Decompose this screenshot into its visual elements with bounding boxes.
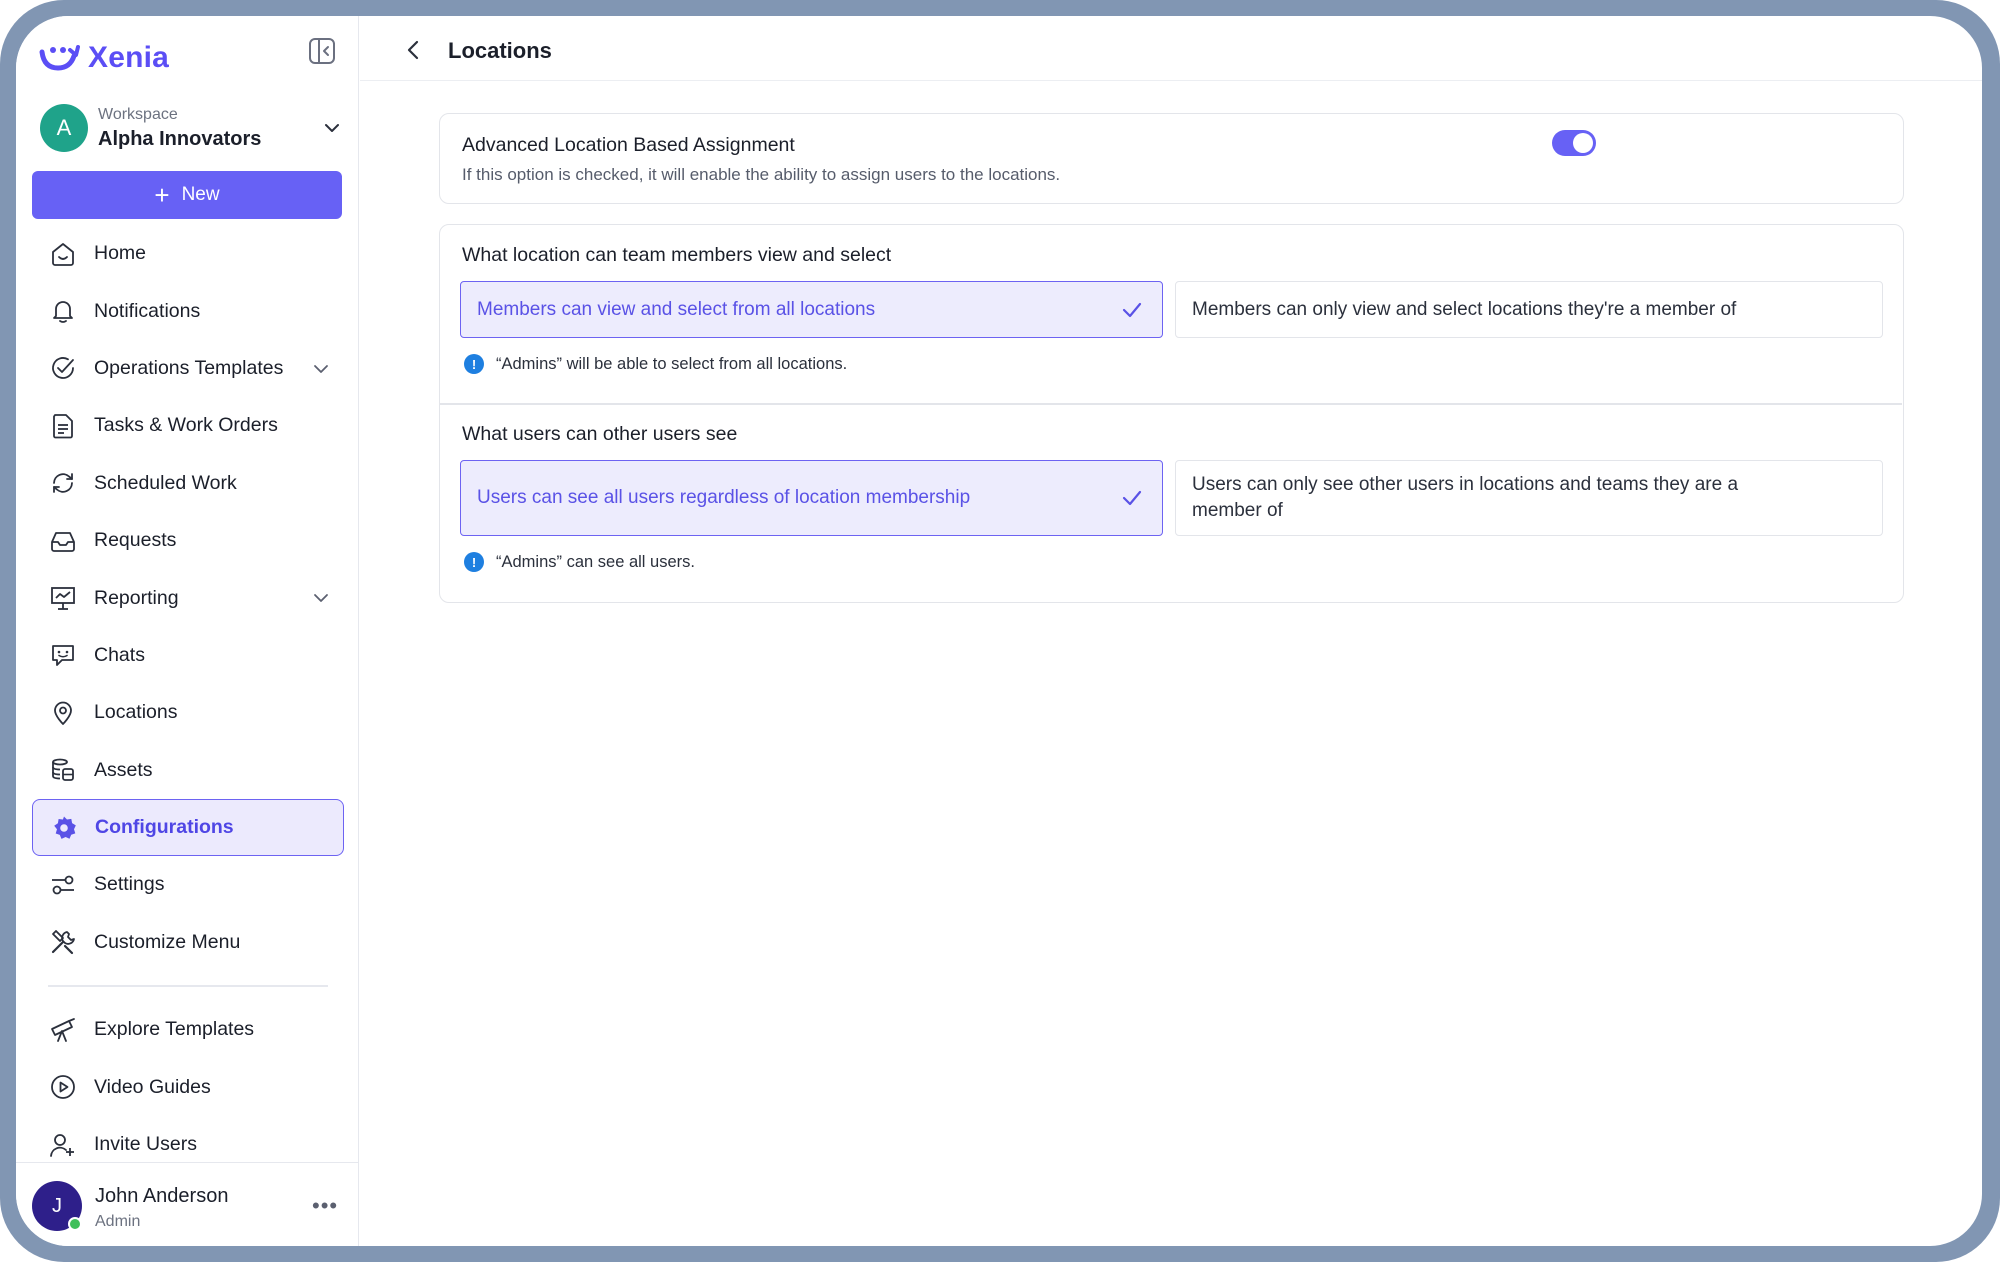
option-all-locations[interactable] bbox=[460, 281, 1163, 338]
workspace-switcher[interactable] bbox=[40, 96, 340, 160]
new-button-label: New bbox=[181, 184, 220, 205]
avatar: J bbox=[32, 1181, 82, 1231]
sidebar-item-video-guides[interactable] bbox=[32, 1058, 344, 1115]
presentation-icon bbox=[48, 583, 78, 613]
workspace-avatar: A bbox=[40, 104, 88, 152]
user-role: Admin bbox=[95, 1213, 141, 1230]
xenia-logo-icon bbox=[36, 38, 82, 78]
option-member-locations[interactable] bbox=[1175, 281, 1883, 338]
sidebar-item-operations-templates[interactable] bbox=[32, 340, 344, 397]
bell-icon bbox=[48, 296, 78, 326]
database-icon bbox=[48, 755, 78, 785]
page-title: Locations bbox=[448, 38, 552, 63]
advanced-assignment-title: Advanced Location Based Assignment bbox=[462, 134, 795, 156]
sidebar-item-tasks-work-orders[interactable] bbox=[32, 397, 344, 454]
sidebar-item-label: Scheduled Work bbox=[94, 471, 237, 494]
sidebar-item-configurations[interactable] bbox=[32, 799, 344, 856]
location-view-note bbox=[464, 354, 847, 374]
sidebar-item-home[interactable] bbox=[32, 225, 344, 282]
option-see-all-users[interactable] bbox=[460, 460, 1163, 536]
option-label: Members can only view and select locations they're a member of bbox=[1192, 298, 1737, 320]
sidebar-item-requests[interactable] bbox=[32, 512, 344, 569]
sidebar-item-notifications[interactable] bbox=[32, 282, 344, 339]
app-name: Xenia bbox=[88, 41, 170, 74]
sidebar-item-locations[interactable] bbox=[32, 684, 344, 741]
chevron-down-icon[interactable] bbox=[312, 360, 330, 378]
play-circle-icon bbox=[48, 1072, 78, 1102]
chevron-down-icon bbox=[322, 118, 342, 138]
online-status-indicator bbox=[68, 1217, 82, 1231]
user-visibility-note bbox=[464, 552, 695, 572]
sidebar-item-label: Assets bbox=[94, 758, 153, 781]
new-button[interactable] bbox=[32, 171, 342, 219]
user-profile[interactable] bbox=[16, 1162, 359, 1246]
page-header bbox=[360, 16, 1982, 81]
home-icon bbox=[48, 239, 78, 269]
user-name: John Anderson bbox=[95, 1185, 229, 1207]
advanced-assignment-description: If this option is checked, it will enable the ability to assign users to the locations. bbox=[462, 165, 1061, 184]
sidebar-item-reporting[interactable] bbox=[32, 569, 344, 626]
info-icon: ! bbox=[464, 354, 484, 374]
sliders-icon bbox=[48, 870, 78, 900]
sidebar-item-label: Reporting bbox=[94, 586, 179, 609]
sidebar-item-chats[interactable] bbox=[32, 627, 344, 684]
document-icon bbox=[48, 411, 78, 441]
chevron-down-icon[interactable] bbox=[312, 589, 330, 607]
collapse-sidebar-icon[interactable] bbox=[307, 36, 337, 66]
option-label: Members can view and select from all locations bbox=[477, 298, 876, 320]
sidebar-item-label: Chats bbox=[94, 643, 145, 666]
workspace-name: Alpha Innovators bbox=[98, 127, 262, 150]
sidebar-item-explore-templates[interactable] bbox=[32, 1001, 344, 1058]
advanced-assignment-toggle[interactable] bbox=[1552, 130, 1596, 156]
sidebar-item-label: Tasks & Work Orders bbox=[94, 414, 278, 437]
gear-icon bbox=[49, 813, 79, 843]
sidebar-item-settings[interactable] bbox=[32, 856, 344, 913]
back-arrow-icon[interactable] bbox=[402, 38, 426, 62]
sidebar-item-label: Explore Templates bbox=[94, 1018, 255, 1041]
option-label: Users can only see other users in locations and teams they are a member of bbox=[1192, 474, 1739, 521]
info-icon: ! bbox=[464, 552, 484, 572]
sidebar-item-customize-menu[interactable] bbox=[32, 914, 344, 971]
option-see-member-users[interactable] bbox=[1175, 460, 1883, 536]
sidebar-item-label: Customize Menu bbox=[94, 930, 241, 953]
map-pin-icon bbox=[48, 698, 78, 728]
sidebar-item-assets[interactable] bbox=[32, 742, 344, 799]
sidebar-item-scheduled-work[interactable] bbox=[32, 455, 344, 512]
section-divider bbox=[440, 403, 1902, 405]
sidebar-item-label: Locations bbox=[94, 701, 178, 724]
sidebar-item-label: Settings bbox=[94, 873, 165, 896]
more-options-icon[interactable]: ••• bbox=[312, 1193, 339, 1218]
sidebar-item-label: Requests bbox=[94, 529, 177, 552]
sidebar-nav bbox=[32, 225, 344, 1173]
check-circle-icon bbox=[48, 353, 78, 383]
option-label: Users can see all users regardless of location membership bbox=[477, 487, 971, 508]
checkmark-icon bbox=[1120, 298, 1144, 322]
checkmark-icon bbox=[1120, 486, 1144, 510]
chat-icon bbox=[48, 640, 78, 670]
telescope-icon bbox=[48, 1015, 78, 1045]
sidebar-item-label: Video Guides bbox=[94, 1075, 211, 1098]
user-visibility-title: What users can other users see bbox=[462, 423, 738, 445]
sidebar-item-label: Operations Templates bbox=[94, 356, 284, 379]
note-text: “Admins” will be able to select from all locations. bbox=[496, 354, 848, 373]
location-view-title: What location can team members view and select bbox=[462, 244, 892, 266]
app-window bbox=[16, 16, 1982, 1246]
plus-icon: + bbox=[154, 180, 170, 210]
sidebar-divider bbox=[48, 985, 328, 987]
sidebar-item-label: Invite Users bbox=[94, 1133, 197, 1156]
refresh-icon bbox=[48, 468, 78, 498]
sidebar-item-label: Notifications bbox=[94, 299, 201, 322]
user-plus-icon bbox=[48, 1130, 78, 1160]
sidebar-item-label: Configurations bbox=[95, 816, 234, 839]
note-text: “Admins” can see all users. bbox=[496, 552, 695, 571]
inbox-icon bbox=[48, 526, 78, 556]
toggle-knob bbox=[1573, 133, 1593, 153]
sidebar bbox=[16, 16, 359, 1246]
tools-icon bbox=[48, 927, 78, 957]
visibility-settings-card bbox=[439, 224, 1904, 603]
advanced-assignment-card bbox=[439, 113, 1904, 204]
sidebar-item-label: Home bbox=[94, 242, 147, 265]
workspace-label: Workspace bbox=[98, 105, 178, 123]
